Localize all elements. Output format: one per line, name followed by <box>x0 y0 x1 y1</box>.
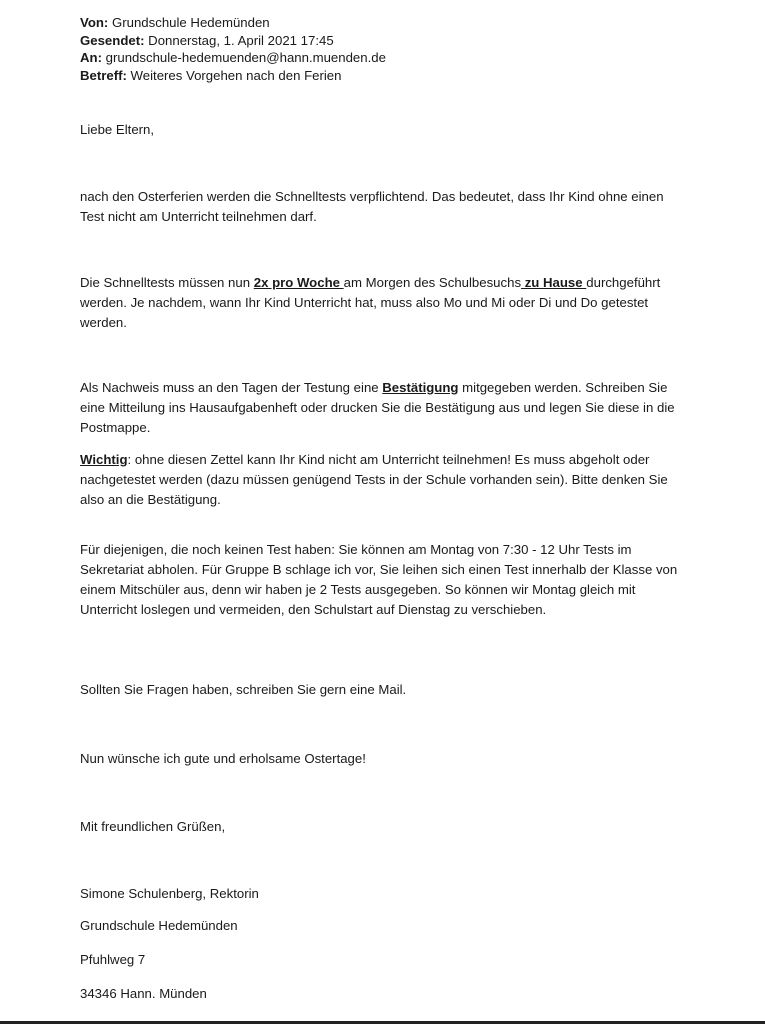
p3-text-a: Als Nachweis muss an den Tagen der Testung eine <box>80 380 383 395</box>
p4-text-b: : ohne diesen Zettel kann Ihr Kind nicht am Unterricht teilnehmen! Es muss abgeholt oder nachgetestet werden (dazu müssen genügend Tests in der Schule vorhanden sein). Bitte denken Sie also an die Bestätigung. <box>80 452 668 507</box>
paragraph-test-schedule <box>80 273 680 333</box>
sent-line <box>80 32 386 50</box>
subject-line <box>80 67 386 85</box>
to-line <box>80 49 386 67</box>
sent-value: Donnerstag, 1. April 2021 17:45 <box>144 32 334 48</box>
signature-name: Simone Schulenberg, Rektorin <box>80 886 259 901</box>
paragraph-questions: Sollten Sie Fragen haben, schreiben Sie gern eine Mail. <box>80 682 407 697</box>
to-value: grundschule-hedemuenden@hann.muenden.de <box>101 50 386 65</box>
from-value: Grundschule Hedemünden <box>108 15 270 30</box>
from-label: Von: <box>80 15 109 30</box>
signature-city: 34346 Hann. Münden <box>80 986 207 1001</box>
subject-label: Betreff: <box>80 67 127 83</box>
p2-at-home: zu Hause <box>521 275 587 290</box>
paragraph-important <box>80 450 680 510</box>
p2-twice-weekly: 2x pro Woche <box>253 275 344 290</box>
email-header <box>80 14 386 84</box>
closing: Mit freundlichen Grüßen, <box>80 819 226 834</box>
signature-street: Pfuhlweg 7 <box>80 952 146 967</box>
signature-school: Grundschule Hedemünden <box>80 918 238 933</box>
p2-text-e: durchgeführt werden. Je nachdem, wann Ihr Kind Unterricht hat, muss also Mo und Mi oder Di und Do getestet werden. <box>80 275 661 330</box>
from-line <box>80 14 386 32</box>
p4-important: Wichtig <box>80 452 128 467</box>
p3-text-c: mitgegeben werden. Schreiben Sie eine Mitteilung ins Hausaufgabenheft oder drucken Sie die Bestätigung aus und legen Sie diese in die Postmappe. <box>80 380 675 435</box>
p2-text-a: Die Schnelltests müssen nun <box>80 275 254 290</box>
sent-label: Gesendet: <box>80 32 145 48</box>
paragraph-easter-wishes: Nun wünsche ich gute und erholsame Ostertage! <box>80 751 366 766</box>
p2-text-c: am Morgen des Schulbesuchs <box>343 275 522 290</box>
paragraph-mandatory-tests: nach den Osterferien werden die Schnelltests verpflichtend. Das bedeutet, dass Ihr Kind ohne einen Test nicht am Unterricht teilnehmen darf. <box>80 189 664 224</box>
paragraph-confirmation <box>80 378 680 438</box>
p3-confirmation: Bestätigung <box>382 380 459 395</box>
to-label: An: <box>80 50 102 65</box>
subject-value: Weiteres Vorgehen nach den Ferien <box>126 67 342 83</box>
greeting: Liebe Eltern, <box>80 122 155 137</box>
paragraph-test-pickup: Für diejenigen, die noch keinen Test haben: Sie können am Montag von 7:30 - 12 Uhr Tests im Sekretariat abholen. Für Gruppe B schlage ich vor, Sie leihen sich einen Test innerhalb der Klasse von einem Mitschüler aus, denn wir haben je 2 Tests ausgegeben. So können wir Montag gleich mit Unterricht loslegen und vermeiden, den Schulstart auf Dienstag zu verschieben. <box>80 542 678 617</box>
